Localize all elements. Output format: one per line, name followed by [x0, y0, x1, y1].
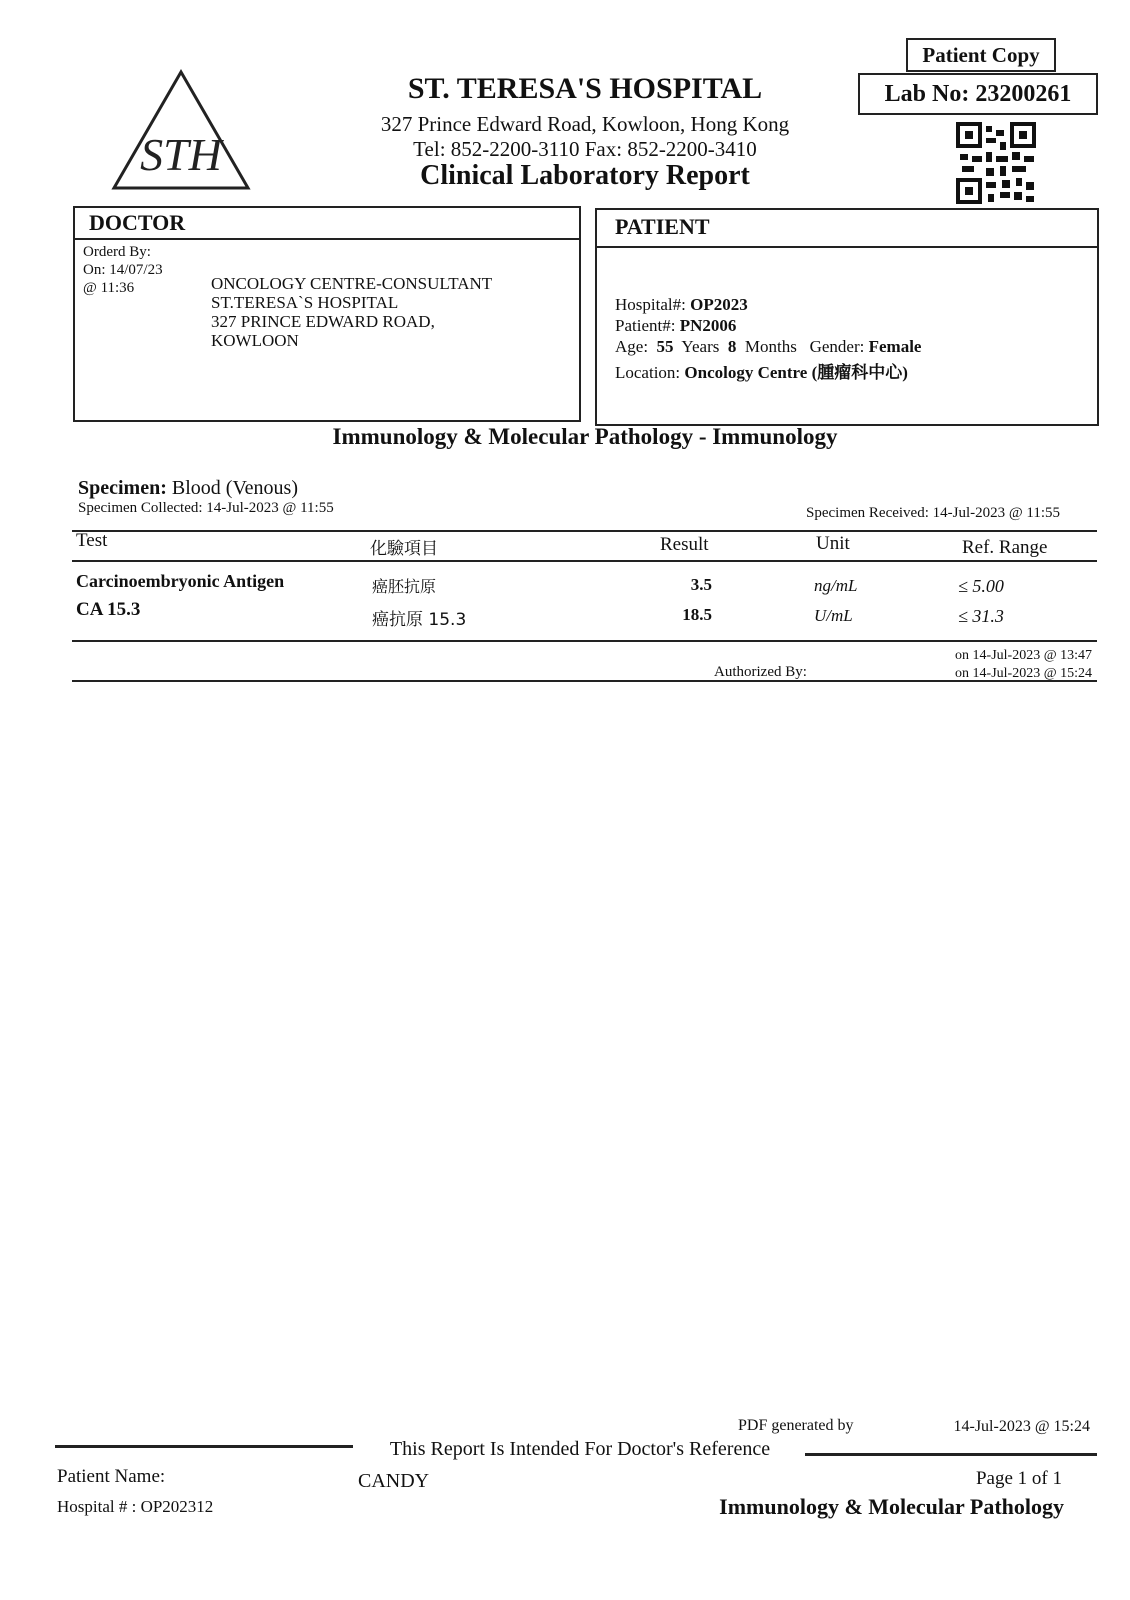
hospital-phone: Tel: 852-2200-3110 Fax: 852-2200-3410 — [413, 137, 757, 161]
footer-department: Immunology & Molecular Pathology — [719, 1494, 1064, 1519]
footer-hospital-number: Hospital # : OP202312 — [57, 1497, 214, 1516]
authorized-by-label: Authorized By: — [714, 664, 807, 680]
row2-test: CA 15.3 — [76, 599, 141, 620]
doctor-address-4: KOWLOON — [211, 331, 299, 350]
order-time: @ 11:36 — [83, 280, 135, 296]
authorized-time-2: on 14-Jul-2023 @ 15:24 — [955, 666, 1092, 681]
specimen-received: Specimen Received: 14-Jul-2023 @ 11:55 — [806, 505, 1061, 521]
row1-result: 3.5 — [690, 575, 712, 594]
logo-monogram: STH — [140, 129, 222, 180]
specimen-type: Specimen: Blood (Venous) — [78, 477, 298, 499]
col-header-range: Ref. Range — [962, 537, 1048, 558]
patient-location: Location: Oncology Centre (腫瘤科中心) — [615, 363, 908, 382]
qr-code — [956, 122, 1036, 204]
doctor-address-3: 327 PRINCE EDWARD ROAD, — [211, 312, 435, 331]
row1-unit: ng/mL — [814, 576, 858, 595]
row1-chinese: 癌胚抗原 — [372, 577, 437, 596]
doctor-panel — [73, 206, 581, 422]
department-title: Immunology & Molecular Pathology - Immunology — [332, 424, 838, 449]
row2-range: ≤ 31.3 — [958, 606, 1004, 626]
doctor-heading: DOCTOR — [89, 210, 186, 235]
ordered-by: Orderd By: — [83, 244, 151, 260]
hospital-number: Hospital#: OP2023 — [615, 295, 748, 314]
hospital-address: 327 Prince Edward Road, Kowloon, Hong Kong — [380, 112, 790, 136]
row1-test: Carcinoembryonic Antigen — [76, 571, 285, 591]
row1-range: ≤ 5.00 — [958, 576, 1004, 596]
pdf-generated-label: PDF generated by — [738, 1417, 854, 1434]
lab-number: Lab No: 23200261 — [858, 73, 1098, 115]
patient-number: Patient#: PN2006 — [615, 316, 737, 335]
footer-patient-name: CANDY — [358, 1470, 430, 1492]
order-date: On: 14/07/23 — [83, 262, 163, 278]
specimen-collected: Specimen Collected: 14-Jul-2023 @ 11:55 — [78, 500, 334, 516]
col-header-unit: Unit — [816, 533, 850, 554]
footer-patient-name-label: Patient Name: — [57, 1466, 166, 1487]
row2-unit: U/mL — [814, 606, 853, 625]
col-header-chinese: 化驗項目 — [370, 539, 438, 559]
patient-age-gender: Age: 55 Years 8 Months Gender: Female — [615, 337, 922, 356]
report-notice: This Report Is Intended For Doctor's Reference — [389, 1438, 771, 1460]
doctor-address-2: ST.TERESA`S HOSPITAL — [211, 293, 399, 312]
patient-heading: PATIENT — [615, 214, 710, 239]
doctor-address-1: ONCOLOGY CENTRE-CONSULTANT — [211, 274, 493, 293]
footer-page-number: Page 1 of 1 — [975, 1468, 1062, 1489]
hospital-name: ST. TERESA'S HOSPITAL — [407, 72, 763, 105]
col-header-test: Test — [76, 530, 108, 551]
col-header-result: Result — [660, 534, 709, 555]
row2-result: 18.5 — [682, 605, 712, 624]
patient-panel — [595, 208, 1099, 426]
authorized-time-1: on 14-Jul-2023 @ 13:47 — [955, 648, 1092, 663]
patient-copy-badge: Patient Copy — [906, 38, 1056, 72]
pdf-generated-date: 14-Jul-2023 @ 15:24 — [953, 1418, 1090, 1435]
row2-chinese: 癌抗原 15.3 — [372, 610, 467, 630]
hospital-logo — [110, 68, 252, 192]
report-title: Clinical Laboratory Report — [420, 160, 750, 191]
